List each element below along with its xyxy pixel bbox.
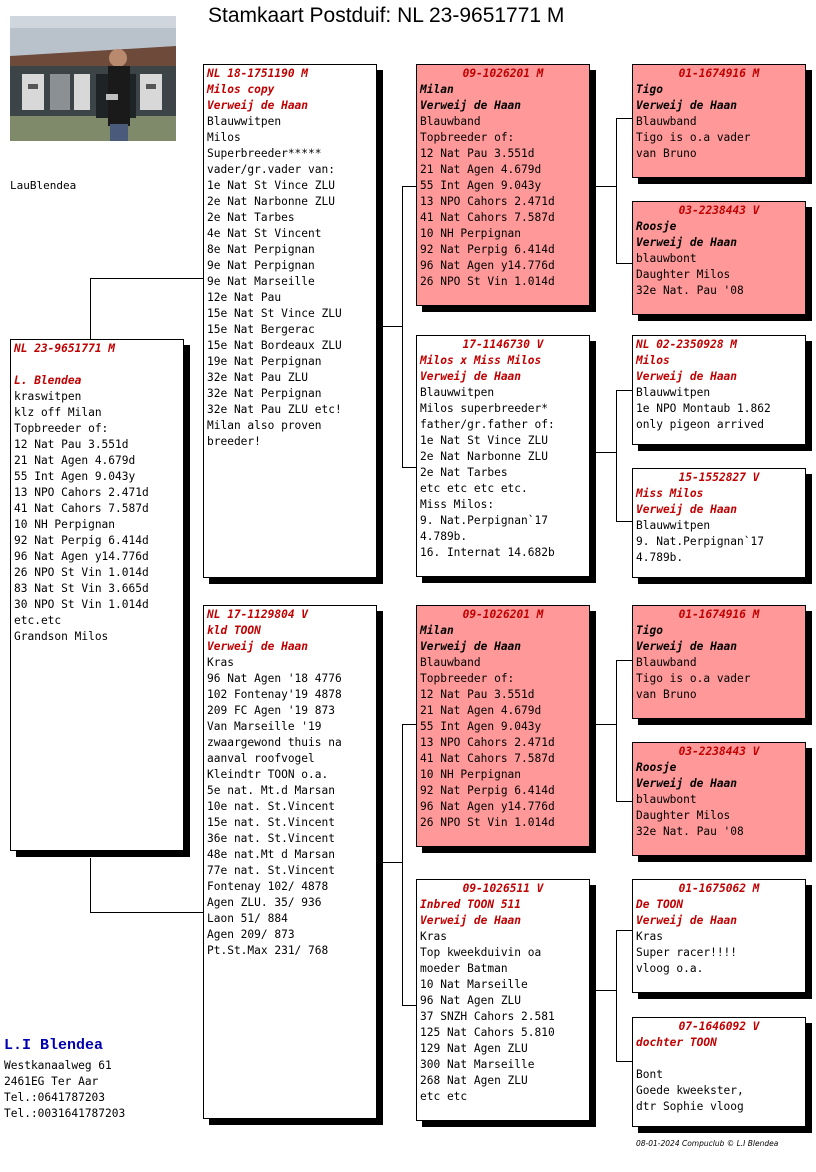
info-line: 92 Nat Perpig 6.414d <box>14 534 149 547</box>
breeder-name: Verweij de Haan <box>207 640 309 653</box>
owner-photo <box>10 16 176 141</box>
info-line: only pigeon arrived <box>636 418 764 431</box>
connector-line <box>90 278 91 340</box>
info-line: 2e Nat Tarbes <box>207 211 295 224</box>
connector-line <box>402 186 403 468</box>
info-line: 55 Int Agen 9.043y <box>420 179 542 192</box>
info-line: Blauwband <box>636 656 697 669</box>
pigeon-name: Milos copy <box>207 83 275 96</box>
info-line: 209 FC Agen '19 873 <box>207 704 335 717</box>
pedigree-card-mother-father[interactable] <box>416 605 590 847</box>
info-line: 9e Nat Marseille <box>207 275 315 288</box>
info-line: 4.789b. <box>636 551 684 564</box>
info-line: 300 Nat Marseille <box>420 1058 535 1071</box>
info-line: 96 Nat Agen ZLU <box>420 994 522 1007</box>
info-line: 9. Nat.Perpignan`17 <box>420 514 548 527</box>
owner-name: L.I Blendea <box>4 1037 104 1054</box>
connector-line <box>616 660 632 661</box>
pigeon-name: Roosje <box>636 220 677 233</box>
info-line: Blauwwitpen <box>207 115 282 128</box>
connector-line <box>616 118 632 119</box>
info-line: Milos <box>207 131 241 144</box>
info-line: 32e Nat Perpignan <box>207 387 322 400</box>
connector-line <box>382 862 403 863</box>
info-line: 36e nat. St.Vincent <box>207 832 335 845</box>
info-line: 102 Fontenay'19 4878 <box>207 688 342 701</box>
info-line: moeder Batman <box>420 962 508 975</box>
pigeon-name: kld TOON <box>207 624 261 637</box>
info-line: klz off Milan <box>14 406 102 419</box>
info-line: Milos superbreeder* <box>420 402 548 415</box>
breeder-name: Verweij de Haan <box>636 99 738 112</box>
info-line: 55 Int Agen 9.043y <box>14 470 136 483</box>
info-line: 9. Nat.Perpignan`17 <box>636 535 764 548</box>
info-line: van Bruno <box>636 147 697 160</box>
connector-line <box>402 1005 416 1006</box>
connector-line <box>596 990 617 991</box>
pedigree-card-mother[interactable] <box>203 605 377 1119</box>
pigeon-name: Miss Milos <box>636 487 704 500</box>
info-line: Blauwwitpen <box>420 386 495 399</box>
pedigree-card-mf-father[interactable] <box>632 605 806 719</box>
info-line: Blauwwitpen <box>636 386 711 399</box>
info-line: kraswitpen <box>14 390 82 403</box>
info-line: Topbreeder of: <box>420 672 515 685</box>
ring-number: 17-1146730 V <box>462 338 544 351</box>
info-line: Agen ZLU. 35/ 936 <box>207 896 322 909</box>
info-line: 21 Nat Agen 4.679d <box>14 454 136 467</box>
info-line: 96 Nat Agen y14.776d <box>420 800 555 813</box>
pigeon-name: Tigo <box>636 83 663 96</box>
info-line: 30 NPO St Vin 1.014d <box>14 598 149 611</box>
info-line: 10e nat. St.Vincent <box>207 800 335 813</box>
page-title: Stamkaart Postduif: NL 23-9651771 M <box>208 4 565 27</box>
pigeon-name: Milan <box>420 83 454 96</box>
info-line: 13 NPO Cahors 2.471d <box>14 486 149 499</box>
info-line: Kleindtr TOON o.a. <box>207 768 329 781</box>
breeder-name: Verweij de Haan <box>420 99 522 112</box>
pedigree-card-father[interactable] <box>203 64 377 578</box>
info-line: blauwbont <box>636 252 697 265</box>
pigeon-name: Milan <box>420 624 454 637</box>
pigeon-name: Milos x Miss Milos <box>420 354 542 367</box>
info-line: 12 Nat Pau 3.551d <box>420 688 535 701</box>
connector-line <box>616 801 632 802</box>
info-line: 10 NH Perpignan <box>14 518 116 531</box>
info-line: 16. Internat 14.682b <box>420 546 555 559</box>
pedigree-card-fm-father[interactable] <box>632 335 806 445</box>
info-line: 12 Nat Pau 3.551d <box>14 438 129 451</box>
ring-number: 01-1674916 M <box>678 608 760 621</box>
breeder-name: Verweij de Haan <box>636 236 738 249</box>
connector-line <box>616 390 632 391</box>
connector-line <box>616 390 617 522</box>
address-line: 2461EG Ter Aar <box>4 1075 99 1088</box>
breeder-name: Verweij de Haan <box>207 99 309 112</box>
info-line: 21 Nat Agen 4.679d <box>420 163 542 176</box>
pedigree-card-mother-mother[interactable] <box>416 879 590 1121</box>
info-line: 13 NPO Cahors 2.471d <box>420 736 555 749</box>
info-line: 15e Nat Bergerac <box>207 323 315 336</box>
info-line: Kras <box>420 930 447 943</box>
connector-line <box>616 118 617 264</box>
info-line: Top kweekduivin oa <box>420 946 542 959</box>
ring-number: NL 17-1129804 V <box>207 608 309 621</box>
info-line: 268 Nat Agen ZLU <box>420 1074 528 1087</box>
info-line: Milan also proven <box>207 419 322 432</box>
breeder-name: Verweij de Haan <box>420 914 522 927</box>
owner-label: LauBlendea <box>10 179 77 192</box>
info-line: Miss Milos: <box>420 498 495 511</box>
ring-number: NL 18-1751190 M <box>207 67 309 80</box>
phone-line: Tel.:0031641787203 <box>4 1107 126 1120</box>
info-line: 12 Nat Pau 3.551d <box>420 147 535 160</box>
info-line: 41 Nat Cahors 7.587d <box>420 211 555 224</box>
info-line: aanval roofvogel <box>207 752 315 765</box>
info-line: Fontenay 102/ 4878 <box>207 880 329 893</box>
info-line: 32e Nat Pau ZLU <box>207 371 309 384</box>
info-line: 1e Nat St Vince ZLU <box>420 434 548 447</box>
address-line: Westkanaalweg 61 <box>4 1059 112 1072</box>
connector-line <box>402 724 416 725</box>
connector-line <box>90 278 203 279</box>
info-line: father/gr.father of: <box>420 418 555 431</box>
ring-number: NL 02-2350928 M <box>636 338 738 351</box>
info-line: 1e NPO Montaub 1.862 <box>636 402 771 415</box>
info-line: 83 Nat St Vin 3.665d <box>14 582 149 595</box>
info-line: 21 Nat Agen 4.679d <box>420 704 542 717</box>
info-line: Blauwband <box>420 656 481 669</box>
info-line: 125 Nat Cahors 5.810 <box>420 1026 555 1039</box>
info-line: Blauwwitpen <box>636 519 711 532</box>
info-line: 96 Nat Agen y14.776d <box>14 550 149 563</box>
info-line: 4e Nat St Vincent <box>207 227 322 240</box>
info-line: 4.789b. <box>420 530 468 543</box>
pedigree-card-ff-father[interactable] <box>632 64 806 178</box>
footer-credit: 08-01-2024 Compuclub © L.I Blendea <box>636 1139 779 1148</box>
info-line: 129 Nat Agen ZLU <box>420 1042 528 1055</box>
pigeon-name: dochter TOON <box>636 1036 717 1049</box>
info-line: Daughter Milos <box>636 809 731 822</box>
pigeon-name: Tigo <box>636 624 663 637</box>
info-line: 32e Nat Pau ZLU etc! <box>207 403 342 416</box>
ring-number: NL 23-9651771 M <box>14 342 116 355</box>
info-line: 26 NPO St Vin 1.014d <box>14 566 149 579</box>
info-line: Super racer!!!! <box>636 946 738 959</box>
info-line: Superbreeder***** <box>207 147 322 160</box>
info-line: Tigo is o.a vader <box>636 131 751 144</box>
info-line: Bont <box>636 1068 663 1081</box>
breeder-name: Verweij de Haan <box>636 914 738 927</box>
connector-line <box>596 452 617 453</box>
info-line: 32e Nat. Pau '08 <box>636 284 744 297</box>
pigeon-name: Milos <box>636 354 670 367</box>
connector-line <box>382 326 403 327</box>
info-line: 32e Nat. Pau '08 <box>636 825 744 838</box>
info-line: Grandson Milos <box>14 630 109 643</box>
pigeon-name: Roosje <box>636 761 677 774</box>
connector-line <box>90 912 203 913</box>
ring-number: 15-1552827 V <box>678 471 760 484</box>
pigeon-name: De TOON <box>636 898 684 911</box>
pedigree-card-fm-mother[interactable] <box>632 468 806 578</box>
breeder-name: Verweij de Haan <box>636 777 738 790</box>
info-line: blauwbont <box>636 793 697 806</box>
info-line: 37 SNZH Cahors 2.581 <box>420 1010 555 1023</box>
info-line: etc.etc <box>14 614 62 627</box>
connector-line <box>616 660 617 802</box>
info-line: breeder! <box>207 435 261 448</box>
connector-line <box>616 263 632 264</box>
info-line: Van Marseille '19 <box>207 720 322 733</box>
pedigree-card-father-mother[interactable] <box>416 335 590 577</box>
info-line: 12e Nat Pau <box>207 291 282 304</box>
info-line: 26 NPO St Vin 1.014d <box>420 816 555 829</box>
phone-line: Tel.:0641787203 <box>4 1091 106 1104</box>
ring-number: 03-2238443 V <box>678 745 760 758</box>
info-line: 13 NPO Cahors 2.471d <box>420 195 555 208</box>
breeder-name: Verweij de Haan <box>420 640 522 653</box>
connector-line <box>616 930 617 1062</box>
breeder-name: Verweij de Haan <box>636 640 738 653</box>
info-line: Pt.St.Max 231/ 768 <box>207 944 329 957</box>
connector-line <box>402 186 416 187</box>
breeder-name: Verweij de Haan <box>636 503 738 516</box>
info-line: 55 Int Agen 9.043y <box>420 720 542 733</box>
breeder-name: Verweij de Haan <box>636 370 738 383</box>
ring-number: 07-1646092 V <box>678 1020 760 1033</box>
info-line: Blauwband <box>420 115 481 128</box>
info-line: Topbreeder of: <box>420 131 515 144</box>
info-line: Laon 51/ 884 <box>207 912 288 925</box>
info-line: 5e nat. Mt.d Marsan <box>207 784 335 797</box>
info-line: 2e Nat Narbonne ZLU <box>207 195 335 208</box>
ring-number: 09-1026201 M <box>462 67 544 80</box>
pedigree-card-father-father[interactable] <box>416 64 590 306</box>
info-line: vader/gr.vader van: <box>207 163 335 176</box>
info-line: Kras <box>207 656 234 669</box>
pedigree-card-subject[interactable] <box>10 339 184 851</box>
ring-number: 03-2238443 V <box>678 204 760 217</box>
info-line: etc etc etc etc. <box>420 482 528 495</box>
info-line: 2e Nat Tarbes <box>420 466 508 479</box>
spacer-line <box>14 357 180 373</box>
info-line: 77e nat. St.Vincent <box>207 864 335 877</box>
connector-line <box>616 1061 632 1062</box>
info-line: 26 NPO St Vin 1.014d <box>420 275 555 288</box>
info-line: 92 Nat Perpig 6.414d <box>420 784 555 797</box>
info-line: dtr Sophie vloog <box>636 1100 744 1113</box>
info-line: Daughter Milos <box>636 268 731 281</box>
info-line: 15e Nat Bordeaux ZLU <box>207 339 342 352</box>
info-line: 19e Nat Perpignan <box>207 355 322 368</box>
info-line: 10 NH Perpignan <box>420 768 522 781</box>
info-line: Agen 209/ 873 <box>207 928 295 941</box>
info-line: vloog o.a. <box>636 962 704 975</box>
ring-number: 09-1026201 M <box>462 608 544 621</box>
pigeon-name: Inbred TOON 511 <box>420 898 522 911</box>
connector-line <box>402 467 416 468</box>
pedigree-card-mm-father[interactable] <box>632 879 806 993</box>
connector-line <box>616 521 632 522</box>
ring-number: 01-1674916 M <box>678 67 760 80</box>
info-line: Topbreeder of: <box>14 422 109 435</box>
pedigree-card-mf-mother[interactable] <box>632 742 806 856</box>
info-line: Tigo is o.a vader <box>636 672 751 685</box>
info-line: 41 Nat Cahors 7.587d <box>420 752 555 765</box>
ring-number: 01-1675062 M <box>678 882 760 895</box>
info-line: 48e nat.Mt d Marsan <box>207 848 335 861</box>
ring-number: 09-1026511 V <box>462 882 544 895</box>
info-line: 2e Nat Narbonne ZLU <box>420 450 548 463</box>
info-line: 96 Nat Agen '18 4776 <box>207 672 342 685</box>
info-line: Kras <box>636 930 663 943</box>
info-line: van Bruno <box>636 688 697 701</box>
connector-line <box>596 186 617 187</box>
info-line: etc etc <box>420 1090 468 1103</box>
info-line: 15e Nat St Vince ZLU <box>207 307 342 320</box>
info-line: 9e Nat Perpignan <box>207 259 315 272</box>
connector-line <box>616 930 632 931</box>
owner-address <box>4 1036 125 1122</box>
info-line: 96 Nat Agen y14.776d <box>420 259 555 272</box>
pigeon-name: L. Blendea <box>14 374 82 387</box>
info-line: 41 Nat Cahors 7.587d <box>14 502 149 515</box>
breeder-name: Verweij de Haan <box>420 370 522 383</box>
info-line: 15e nat. St.Vincent <box>207 816 335 829</box>
pedigree-card-ff-mother[interactable] <box>632 201 806 315</box>
info-line: Goede kweekster, <box>636 1084 744 1097</box>
pedigree-card-mm-mother[interactable] <box>632 1017 806 1127</box>
info-line: Blauwband <box>636 115 697 128</box>
info-line: 8e Nat Perpignan <box>207 243 315 256</box>
info-line: 1e Nat St Vince ZLU <box>207 179 335 192</box>
breeder-name <box>636 1051 802 1067</box>
info-line: 92 Nat Perpig 6.414d <box>420 243 555 256</box>
info-line: zwaargewond thuis na <box>207 736 342 749</box>
connector-line <box>596 724 617 725</box>
info-line: 10 NH Perpignan <box>420 227 522 240</box>
connector-line <box>90 858 91 912</box>
info-line: 10 Nat Marseille <box>420 978 528 991</box>
connector-line <box>402 724 403 1006</box>
